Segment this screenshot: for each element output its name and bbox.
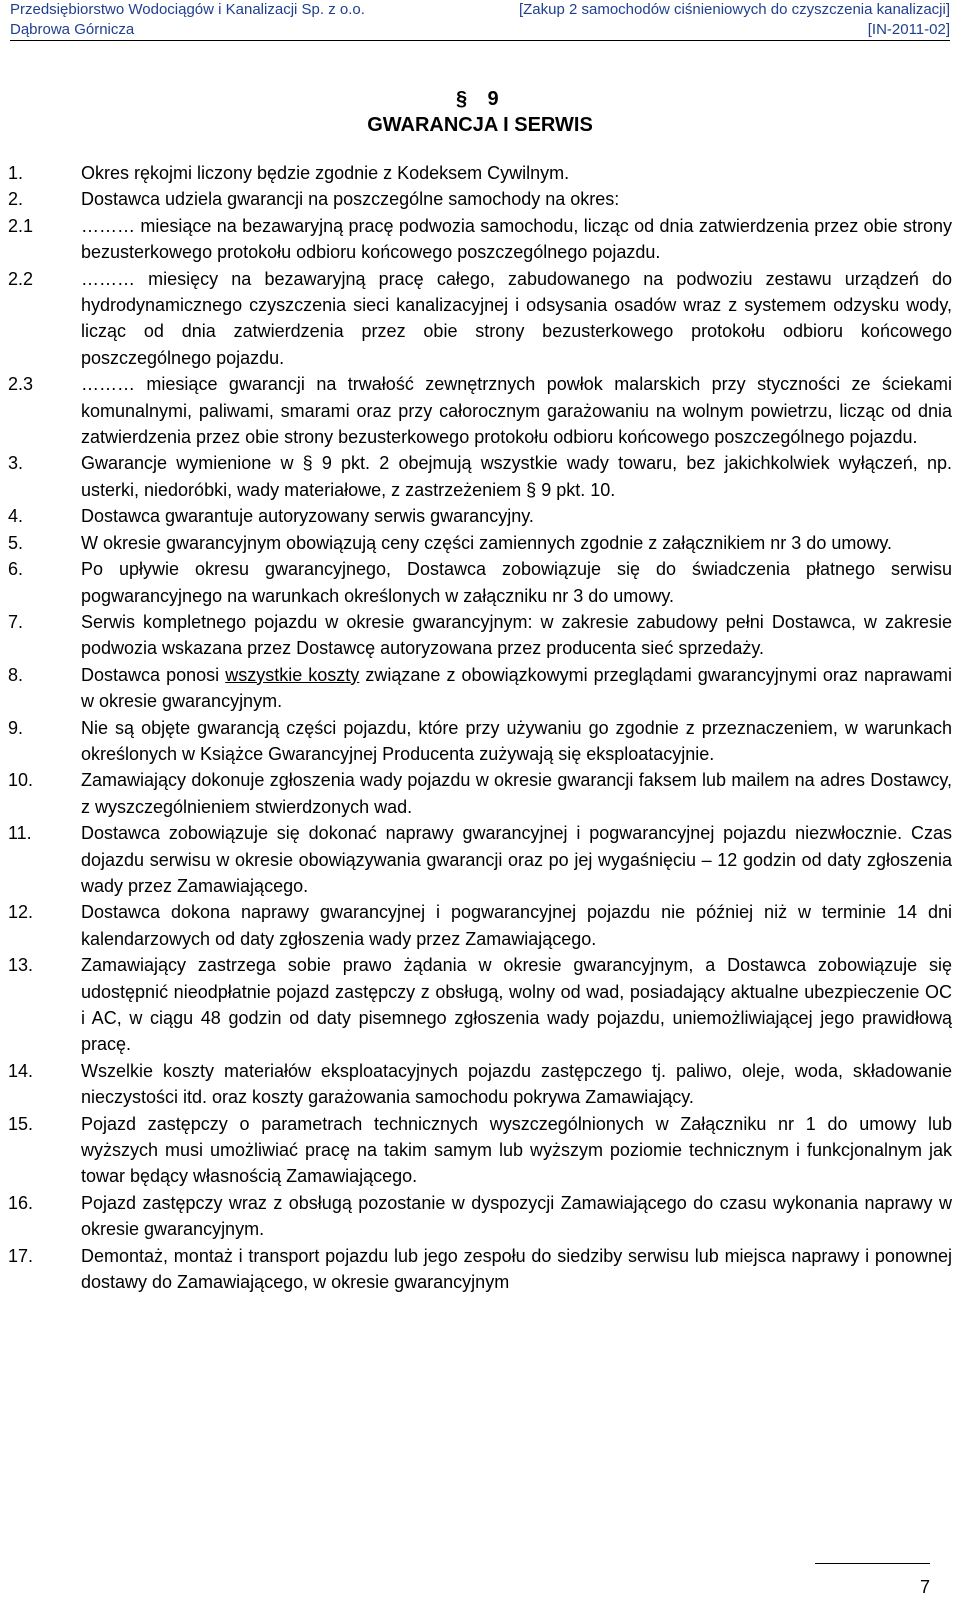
- page-number: 7: [919, 1577, 930, 1597]
- clause-number: 7.: [8, 611, 24, 632]
- clause-number: 8.: [8, 664, 24, 685]
- company-city: Dąbrowa Górnicza: [10, 21, 135, 38]
- clause-number: 17.: [8, 1245, 34, 1266]
- clause-item: [8, 266, 952, 372]
- tender-title: [Zakup 2 samochodów ciśnieniowych do czyszczenia kanalizacji]: [518, 1, 950, 18]
- clause-number: 1.: [8, 163, 24, 183]
- document-body: [8, 160, 952, 1295]
- section-sign: §: [456, 88, 468, 110]
- clause-number: 12.: [8, 902, 34, 923]
- clause-item: [8, 530, 952, 556]
- clause-item: [8, 767, 952, 820]
- clause-text: Pojazd zastępczy o parametrach technicznych wyszczególnionych w Załączniku nr 1 do umowy lub wyższych musi umożliwiać pracę na takim samym lub wyższym poziomie technicznym i funkcjonalnym jak towar będący własnością Zamawiającego.: [81, 1113, 952, 1187]
- clause-text: Wszelkie koszty materiałów eksploatacyjnych pojazdu zastępczego tj. paliwo, oleje, woda, składowanie nieczystości itd. oraz koszty garażowania samochodu pokrywa Zamawiający.: [81, 1060, 952, 1108]
- clause-item: [8, 662, 952, 715]
- clause-number: 3.: [8, 453, 24, 474]
- clause-item: [8, 899, 952, 952]
- clause-text: Dostawca dokona naprawy gwarancyjnej i pogwarancyjnej pojazdu nie później niż w terminie 14 dni kalendarzowych od daty zgłoszenia wady przez Zamawiającego.: [81, 902, 952, 949]
- clause-text: Dostawca udziela gwarancji na poszczególne samochody na okres:: [81, 189, 620, 210]
- clause-text: ……… miesiące na bezawaryjną pracę podwozia samochodu, licząc od dnia zatwierdzenia przez obie strony bezusterkowego protokołu odbioru końcowego poszczególnego pojazdu.: [81, 215, 952, 263]
- page-header: [10, 0, 950, 41]
- clause-text: ……… miesięcy na bezawaryjną pracę całego, zabudowanego na podwoziu zestawu urządzeń do hydrodynamicznego czyszczenia sieci kanalizacyjnej i odsysania osadów wraz z systemem odzysku wody, licząc od dnia zatwierdzenia przez obie strony bezusterkowego protokołu odbioru końcowego poszczególnego pojazdu.: [81, 268, 952, 368]
- clause-item: [8, 450, 952, 503]
- clause-item: [8, 609, 952, 662]
- clause-item: [8, 715, 952, 768]
- clause-number: 4.: [8, 506, 24, 527]
- clause-number: 2.: [8, 189, 24, 210]
- clause-text: Pojazd zastępczy wraz z obsługą pozostanie w dyspozycji Zamawiającego do czasu wykonania naprawy w okresie gwarancyjnym.: [81, 1192, 952, 1240]
- clause-number: 11.: [8, 823, 32, 844]
- clause-number: 2.2: [8, 268, 34, 289]
- clause-text: Gwarancje wymienione w § 9 pkt. 2 obejmują wszystkie wady towaru, bez jakichkolwiek wyłączeń, np. usterki, niedoróbki, wady materiałowe, z zastrzeżeniem § 9 pkt. 10.: [81, 453, 952, 500]
- clause-item: [8, 1190, 952, 1243]
- clause-number: 2.1: [8, 215, 34, 236]
- footer-divider: [815, 1563, 930, 1564]
- clause-item: [8, 556, 952, 609]
- clause-text: W okresie gwarancyjnym obowiązują ceny części zamiennych zgodnie z załącznikiem nr 3 do umowy.: [81, 532, 893, 553]
- clause-text: Nie są objęte gwarancją części pojazdu, które przy używaniu go zgodnie z przeznaczeniem, w warunkach określonych w Książce Gwarancyjnej Producenta zużywają się eksploatacyjnie.: [81, 717, 952, 764]
- clause-number: 9.: [8, 717, 24, 738]
- clause-item: [8, 1058, 952, 1111]
- clause-text: Okres rękojmi liczony będzie zgodnie z Kodeksem Cywilnym.: [81, 163, 570, 183]
- clause-text: Zamawiający dokonuje zgłoszenia wady pojazdu w okresie gwarancji faksem lub mailem na adres Dostawcy, z wyszczególnieniem stwierdzonych wad.: [81, 770, 952, 817]
- tender-id: [IN-2011-02]: [867, 21, 950, 38]
- clause-number: 13.: [8, 955, 34, 976]
- clause-number: 6.: [8, 559, 24, 580]
- clause-item: [8, 952, 952, 1058]
- clause-item: [8, 160, 952, 186]
- clause-text: Dostawca zobowiązuje się dokonać naprawy gwarancyjnej i pogwarancyjnej pojazdu niezwłocznie. Czas dojazdu serwisu w okresie obowiązywania gwarancji oraz po jej wygaśnięciu – 12 godzin od daty zgłoszenia wady przez Zamawiającego.: [81, 823, 952, 896]
- clause-number: 16.: [8, 1192, 34, 1213]
- clause-item: [8, 186, 952, 212]
- clause-item: [8, 213, 952, 266]
- clause-item: [8, 1111, 952, 1190]
- clause-item: [8, 1243, 952, 1296]
- clause-number: 5.: [8, 532, 24, 553]
- clause-text: Po upływie okresu gwarancyjnego, Dostawca zobowiązuje się do świadczenia płatnego serwisu pogwarancyjnego na warunkach określonych w załączniku nr 3 do umowy.: [81, 559, 952, 606]
- clause-item: [8, 371, 952, 450]
- clause-text: Zamawiający zastrzega sobie prawo żądania w okresie gwarancyjnym, a Dostawca zobowiązuje się udostępnić nieodpłatnie pojazd zastępczy z obsługą, wolny od wad, posiadający aktualne ubezpieczenie OC i AC, w ciągu 48 godzin od daty pisemnego zgłoszenia wady pojazdu, uniemożliwiającej jego prawidłową pracę.: [81, 955, 952, 1055]
- clause-text: Dostawca gwarantuje autoryzowany serwis gwarancyjny.: [81, 506, 534, 527]
- header-left: [10, 0, 365, 40]
- clause-text: ……… miesiące gwarancji na trwałość zewnętrznych powłok malarskich przy styczności ze ściekami komunalnymi, paliwami, smarami oraz przy całorocznym garażowaniu na wolnym powietrzu, licząc od dnia zatwierdzenia przez obie strony bezusterkowego protokołu odbioru końcowego poszczególnego pojazdu.: [81, 374, 952, 448]
- section-title: GWARANCJA I SERWIS: [367, 114, 593, 136]
- clause-text: Demontaż, montaż i transport pojazdu lub jego zespołu do siedziby serwisu lub miejsca naprawy i ponownej dostawy do Zamawiającego, w okresie gwarancyjnym: [81, 1245, 952, 1293]
- clause-text: Dostawca ponosi wszystkie koszty związane z obowiązkowymi przeglądami gwarancyjnymi oraz naprawami w okresie gwarancyjnym.: [81, 664, 952, 712]
- clause-number: 15.: [8, 1113, 34, 1134]
- underlined-phrase: wszystkie koszty: [225, 664, 360, 685]
- header-right: [519, 0, 950, 40]
- company-name: Przedsiębiorstwo Wodociągów i Kanalizacji Sp. z o.o.: [10, 1, 365, 18]
- clause-number: 10.: [8, 770, 34, 791]
- clause-text: Serwis kompletnego pojazdu w okresie gwarancyjnym: w zakresie zabudowy pełni Dostawca, w zakresie podwozia wskazana przez Dostawcę autoryzowana przez producenta sieć sprzedaży.: [81, 611, 952, 659]
- clause-number: 2.3: [8, 374, 34, 395]
- clause-item: [8, 503, 952, 529]
- clause-number: 14.: [8, 1060, 34, 1081]
- section-number: 9: [487, 88, 499, 110]
- clause-item: [8, 820, 952, 899]
